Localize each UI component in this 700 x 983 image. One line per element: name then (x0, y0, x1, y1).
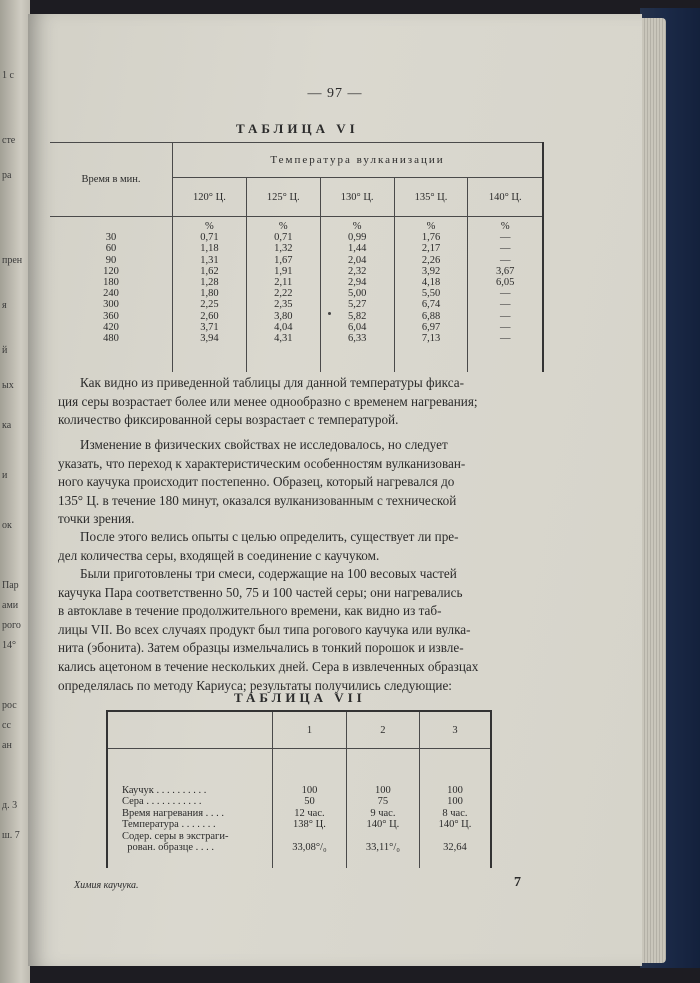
column-header: 135° Ц. (394, 178, 468, 217)
signature-mark: 7 (514, 875, 521, 890)
unit-label: % (205, 221, 214, 232)
prev-page-fragment: ш. 7 (2, 830, 20, 841)
unit-label: % (352, 221, 362, 232)
paragraph-2 (58, 436, 618, 529)
text-line: определялась по методу Кариуса; результаты получились следующие: (58, 677, 452, 693)
group-header-temperature: Температура вулканизации (173, 143, 544, 178)
prev-page-fragment: ан (2, 740, 12, 751)
text-line: ция серы возрастает более или менее однообразно с временем нагревания; (58, 393, 478, 409)
book-page (28, 14, 642, 966)
prev-page-fragment: 1 с (2, 70, 14, 81)
data-column (173, 217, 247, 373)
column-header: 140° Ц. (468, 178, 543, 217)
column-3-values: 100 100 8 час. 140° Ц. 32,64 (419, 749, 491, 869)
text-line: ного каучука происходит постепенно. Образец, который нагревался до (58, 474, 455, 490)
data-column (320, 217, 394, 373)
paragraph-3 (58, 528, 618, 565)
prev-page-fragment: Пар (2, 580, 19, 591)
text-line: в автоклаве в течение продолжительного времени, как видно из таб- (58, 603, 442, 619)
prev-page-fragment: я (2, 300, 7, 311)
table-6-title: ТАБЛИЦА VI (236, 121, 359, 136)
unit-label: % (426, 221, 436, 232)
column-values: — — — 3,67 6,05 — — — — — (496, 232, 515, 345)
previous-page-strip (0, 0, 30, 983)
prev-page-fragment: рос (2, 700, 17, 711)
data-column (246, 217, 320, 373)
time-values: 30 60 90 120 180 240 300 360 420 480 (103, 232, 119, 345)
paragraph-4 (58, 565, 618, 695)
table-7-corner (107, 711, 273, 749)
time-column (50, 217, 173, 373)
footer-book-title: Химия каучука. (74, 880, 139, 891)
ink-dot (328, 312, 331, 315)
text-line: Изменение в физических свойствах не исследовалось, но следует (80, 437, 448, 452)
column-header: 1 (273, 711, 347, 749)
column-values: 0,71 1,32 1,67 1,91 2,11 2,22 2,35 3,80 4,04 4,31 (274, 232, 293, 345)
column-1-values: 100 50 12 час. 138° Ц. 33,08°/₀ (273, 749, 347, 869)
text-line: лицы VII. Во всех случаях продукт был типа рогового каучука или вулка- (58, 621, 471, 637)
column-values: 0,71 1,18 1,31 1,62 1,28 1,80 2,25 2,60 3,71 3,94 (200, 232, 219, 345)
text-line: нита (эбонита). Затем образцы измельчались в тонкий порошок и извле- (58, 640, 464, 656)
prev-page-fragment: сс (2, 720, 11, 731)
prev-page-fragment: ка (2, 420, 12, 431)
text-line: Были приготовлены три смеси, содержащие на 100 весовых частей (80, 566, 457, 581)
prev-page-fragment: ок (2, 520, 12, 531)
text-line: каучука Пара соответственно 50, 75 и 100 частей серы; они нагревались (58, 584, 463, 600)
prev-page-fragment: 14° (2, 640, 16, 651)
column-header: 3 (419, 711, 491, 749)
text-line: После этого велись опыты с целью определить, существует ли пре- (80, 529, 459, 544)
text-line: дел количества серы, входящей в соединение с каучуком. (58, 547, 380, 563)
data-column (468, 217, 543, 373)
text-line: Как видно из приведенной таблицы для данной температуры фикса- (80, 375, 464, 390)
column-values: 1,76 2,17 2,26 3,92 4,18 5,50 6,74 6,88 6,97 7,13 (421, 232, 441, 345)
column-2-values: 100 75 9 час. 140° Ц. 33,11°/₀ (346, 749, 419, 869)
prev-page-fragment: й (2, 345, 8, 356)
prev-page-fragment: рого (2, 620, 21, 631)
prev-page-fragment: ами (2, 600, 19, 611)
column-values: 0,99 1,44 2,04 2,32 2,94 5,00 5,27 5,82 6,04 6,33 (347, 232, 367, 345)
column-header: 120° Ц. (173, 178, 247, 217)
text-line: 135° Ц. в течение 180 минут, оказался вулканизованным с технической (58, 492, 457, 508)
unit-label: % (278, 221, 288, 232)
text-line: количество фиксированной серы возрастает с температурой. (58, 412, 399, 428)
table-7 (106, 710, 492, 868)
unit-spacer (110, 221, 113, 232)
row-labels: Каучук . . . . . . . . . . Сера . . . . . . . . . . . Время нагревания . . . . Температура . . . . . . . Содер. серы в экстраги- рован. образце . . . . (107, 749, 273, 869)
page-number: — 97 — (307, 86, 363, 101)
prev-page-fragment: сте (2, 135, 16, 146)
text-line: точки зрения. (58, 511, 135, 527)
prev-page-fragment: ых (2, 380, 14, 391)
table-6 (50, 142, 544, 372)
column-header: 2 (346, 711, 419, 749)
text-line: указать, что переход к характеристическим особенностям вулканизован- (58, 455, 466, 471)
table-7-title: ТАБЛИЦА VII (234, 690, 366, 705)
paragraph-1 (58, 374, 618, 430)
unit-label: % (500, 221, 510, 232)
column-header: 130° Ц. (320, 178, 394, 217)
prev-page-fragment: и (2, 470, 8, 481)
prev-page-fragment: прен (2, 255, 23, 266)
data-column (394, 217, 468, 373)
prev-page-fragment: д. 3 (2, 800, 18, 811)
row-header-time: Время в мин. (50, 143, 173, 217)
prev-page-fragment: ра (2, 170, 12, 181)
text-line: кались ацетоном в течение нескольких дней. Сера в извлеченных образцах (58, 658, 479, 674)
column-header: 125° Ц. (246, 178, 320, 217)
